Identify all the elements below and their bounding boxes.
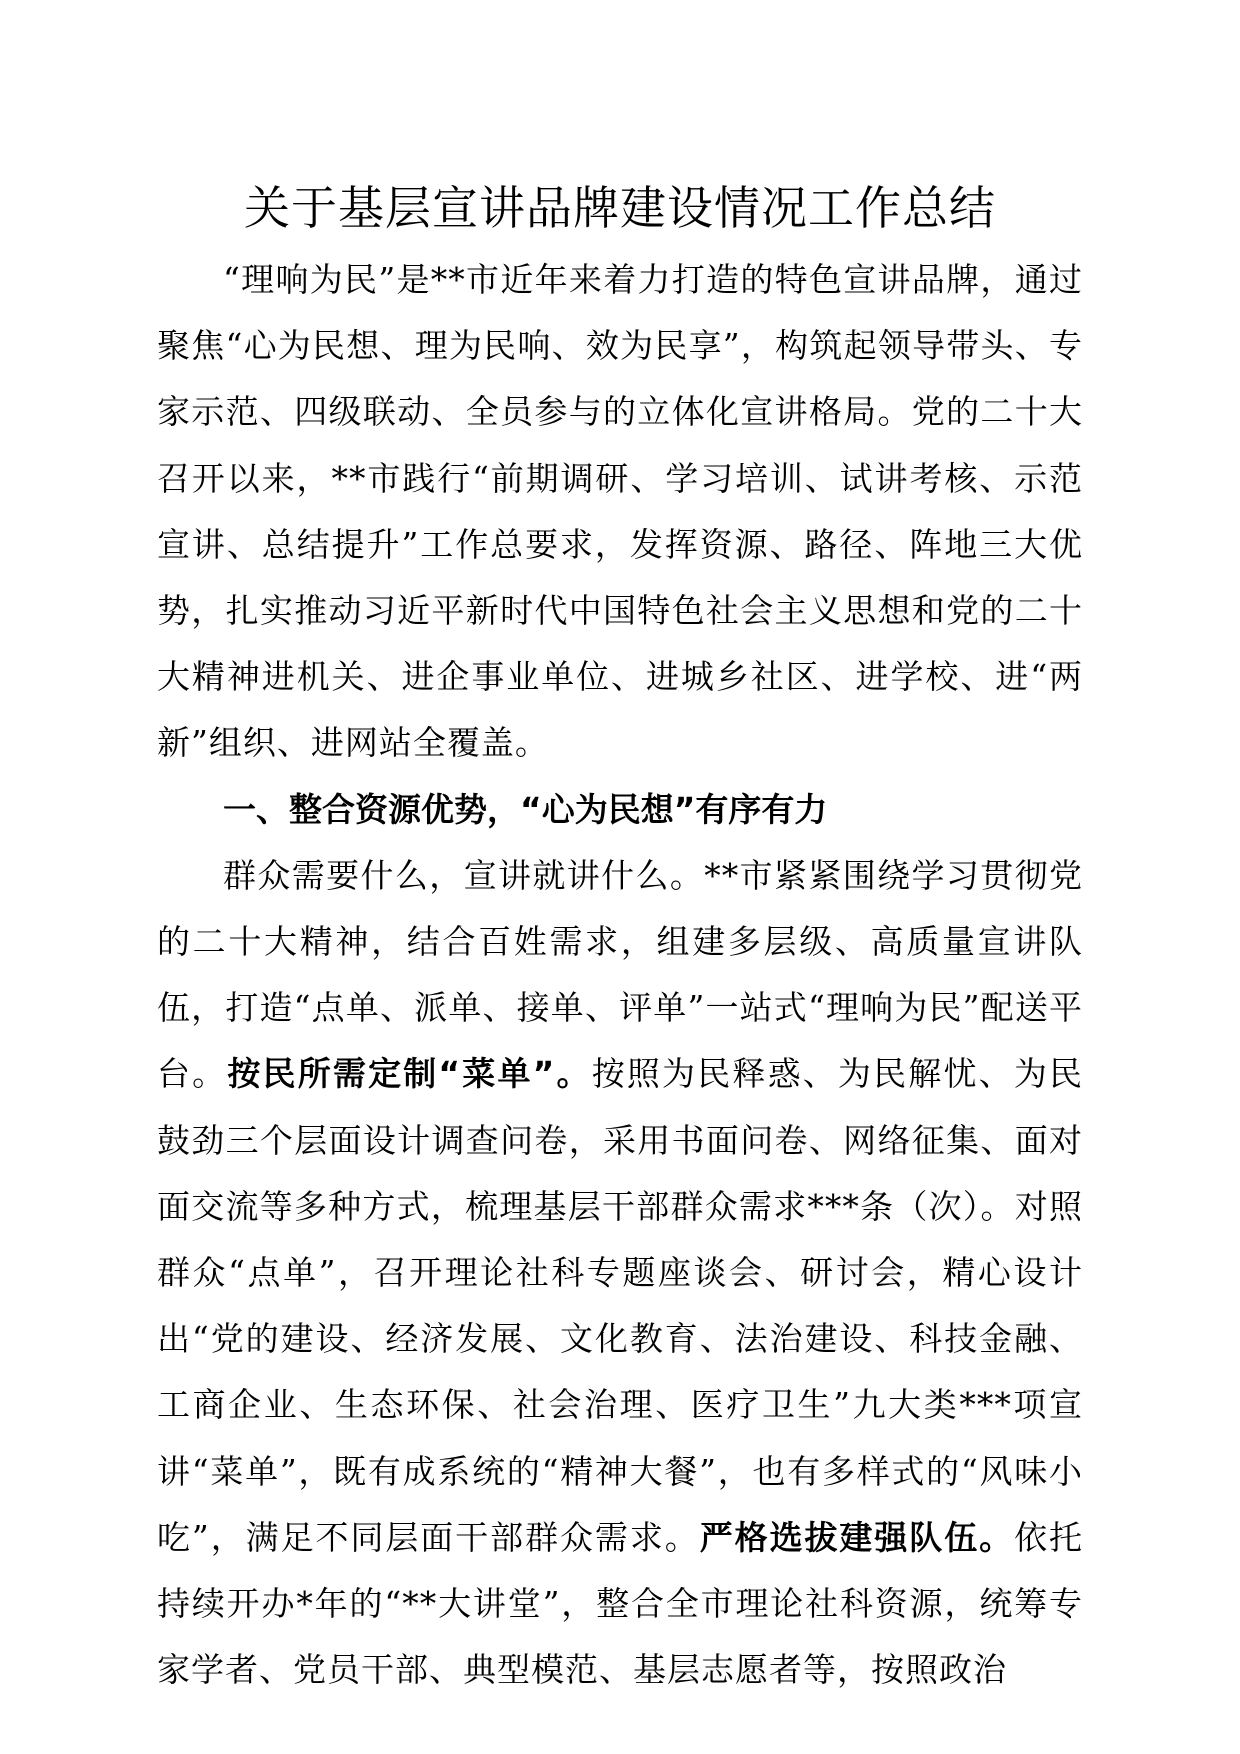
paragraph-menu-text: 按照为民释惑、为民解忧、为民鼓劲三个层面设计调查问卷，采用书面问卷、网络征集、面对面交流等多种方式，梳理基层干部群众需求***条（次）。对照群众“点单”，召开理论社科专题座谈会、研讨会，精心设计出“党的建设、经济发展、文化教育、法治建设、科技金融、工商企业、生态环保、社会治理、医疗卫生”九大类***项宣讲“菜单”，既有成系统的“精神大餐”，也有多样式的“风味小吃”，满足不同层面干部群众需求。 (157, 1054, 1083, 1557)
section-1-heading: 一、整合资源优势，“心为民想”有序有力 (223, 789, 828, 829)
paragraph-team-text: 依托持续开办*年的“**大讲堂”，整合全市理论社科资源，统筹专家学者、党员干部、典型模范、基层志愿者等，按照政治 (157, 1517, 1084, 1690)
section-1-paragraph (157, 843, 1083, 1704)
subheading-team: 严格选拔建强队伍。 (699, 1517, 1015, 1557)
paragraph-lead-text: 群众需要什么，宣讲就讲什么。**市紧紧围绕学习贯彻党的二十大精神，结合百姓需求，组建多层级、高质量宣讲队伍，打造“点单、派单、接单、评单”一站式“理响为民”配送平台。 (157, 855, 1083, 1094)
document-title: 关于基层宣讲品牌建设情况工作总结 (244, 181, 996, 235)
document-body (157, 247, 1083, 1703)
subheading-menu: 按民所需定制“菜单”。 (227, 1054, 592, 1094)
intro-paragraph: “理响为民”是**市近年来着力打造的特色宣讲品牌，通过聚焦“心为民想、理为民响、效为民享”，构筑起领导带头、专家示范、四级联动、全员参与的立体化宣讲格局。党的二十大召开以来，**市践行“前期调研、学习培训、试讲考核、示范宣讲、总结提升”工作总要求，发挥资源、路径、阵地三大优势，扎实推动习近平新时代中国特色社会主义思想和党的二十大精神进机关、进企事业单位、进城乡社区、进学校、进“两新”组织、进网站全覆盖。 (157, 260, 1083, 763)
